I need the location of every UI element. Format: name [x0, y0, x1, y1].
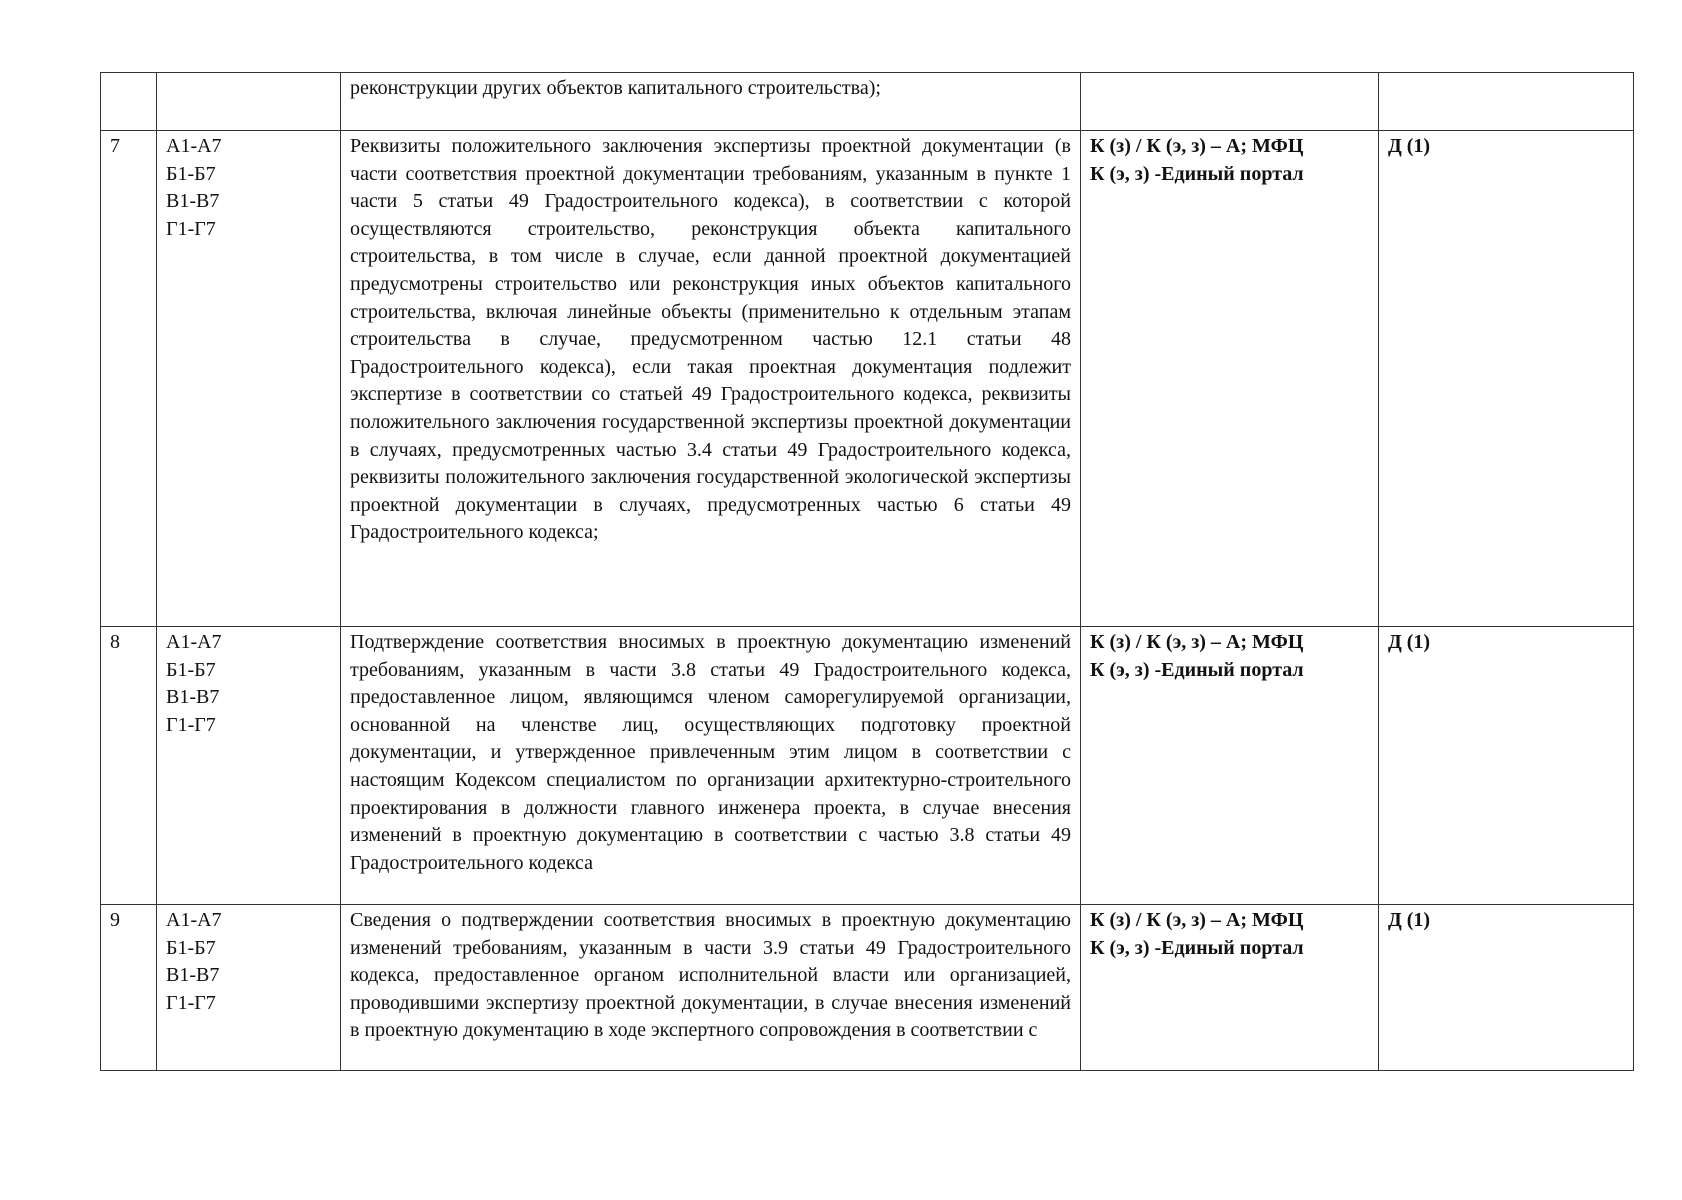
code-range: Б1-Б7	[166, 658, 216, 681]
method-line: К (з) / К (э, з) – А; МФЦ	[1090, 909, 1304, 931]
description-cell	[341, 73, 1081, 131]
code-range: В1-В7	[166, 964, 220, 987]
description-cell	[341, 131, 1081, 627]
method-line: К (э, з) -Единый портал	[1090, 162, 1304, 185]
code-range: А1-А7	[166, 631, 222, 653]
method-cell	[1081, 73, 1379, 131]
table-row	[101, 627, 1634, 905]
method-line: К (э, з) -Единый портал	[1090, 658, 1304, 681]
codes-cell	[157, 131, 341, 627]
form-cell: Д (1)	[1379, 627, 1634, 905]
row-number-cell: 7	[101, 131, 157, 627]
form-cell: Д (1)	[1379, 905, 1634, 1071]
method-cell	[1081, 627, 1379, 905]
method-line: К (з) / К (э, з) – А; МФЦ	[1090, 631, 1304, 653]
row-number-cell	[101, 73, 157, 131]
codes-cell	[157, 905, 341, 1071]
method-line: К (з) / К (э, з) – А; МФЦ	[1090, 135, 1304, 157]
codes-cell	[157, 73, 341, 131]
code-range: А1-А7	[166, 909, 222, 931]
row-number-cell: 8	[101, 627, 157, 905]
form-cell	[1379, 73, 1634, 131]
method-cell	[1081, 131, 1379, 627]
description-text: Сведения о подтверждении соответствия вносимых в проектную документацию изменений требованиям, указанным в части 3.9 статьи 49 Градостроительного кодекса, предоставленное органом исполнительной власти или организацией, проводившими экспертизу проектной документации, в случае внесения изменений в проектную документацию в ходе экспертного сопровождения в соответствии с	[350, 909, 1071, 1042]
description-cell	[341, 627, 1081, 905]
description-cell	[341, 905, 1081, 1071]
table-row-continuation	[101, 73, 1634, 131]
method-line: К (э, з) -Единый портал	[1090, 936, 1304, 959]
row-number-cell: 9	[101, 905, 157, 1071]
code-range: Г1-Г7	[166, 713, 216, 736]
code-range: Б1-Б7	[166, 162, 216, 185]
description-text: реконструкции других объектов капитального строительства);	[350, 77, 881, 99]
form-cell: Д (1)	[1379, 131, 1634, 627]
codes-cell	[157, 627, 341, 905]
code-range: В1-В7	[166, 190, 220, 213]
method-cell	[1081, 905, 1379, 1071]
description-text: Реквизиты положительного заключения экспертизы проектной документации (в части соответствия проектной документации требованиям, указанным в пункте 1 части 5 статьи 49 Градостроительного кодекса), в соответствии с которой осуществляются строительство, реконструкция объекта капитального строительства, в том числе в случае, если данной проектной документацией предусмотрены строительство или реконструкция иных объектов капитального строительства, включая линейные объекты (применительно к отдельным этапам строительства в случае, предусмотренном частью 12.1 статьи 48 Градостроительного кодекса), если такая проектная документация подлежит экспертизе в соответствии со статьей 49 Градостроительного кодекса, реквизиты положительного заключения государственной экспертизы проектной документации в случаях, предусмотренных частью 3.4 статьи 49 Градостроительного кодекса, реквизиты положительного заключения государственной экологической экспертизы проектной документации в случаях, предусмотренных частью 6 статьи 49 Градостроительного кодекса;	[350, 135, 1071, 544]
code-range: В1-В7	[166, 686, 220, 709]
requirements-table	[100, 72, 1634, 1071]
description-text: Подтверждение соответствия вносимых в проектную документацию изменений требованиям, указанным в части 3.8 статьи 49 Градостроительного кодекса, предоставленное лицом, являющимся членом саморегулируемой организации, основанной на членстве лиц, осуществляющих подготовку проектной документации, и утвержденное привлеченным этим лицом в соответствии с настоящим Кодексом специалистом по организации архитектурно-строительного проектирования в должности главного инженера проекта, в случае внесения изменений в проектную документацию в соответствии с частью 3.8 статьи 49 Градостроительного кодекса	[350, 631, 1071, 874]
code-range: Б1-Б7	[166, 936, 216, 959]
code-range: Г1-Г7	[166, 217, 216, 240]
table-row	[101, 905, 1634, 1071]
table-row	[101, 131, 1634, 627]
code-range: А1-А7	[166, 135, 222, 157]
code-range: Г1-Г7	[166, 991, 216, 1014]
